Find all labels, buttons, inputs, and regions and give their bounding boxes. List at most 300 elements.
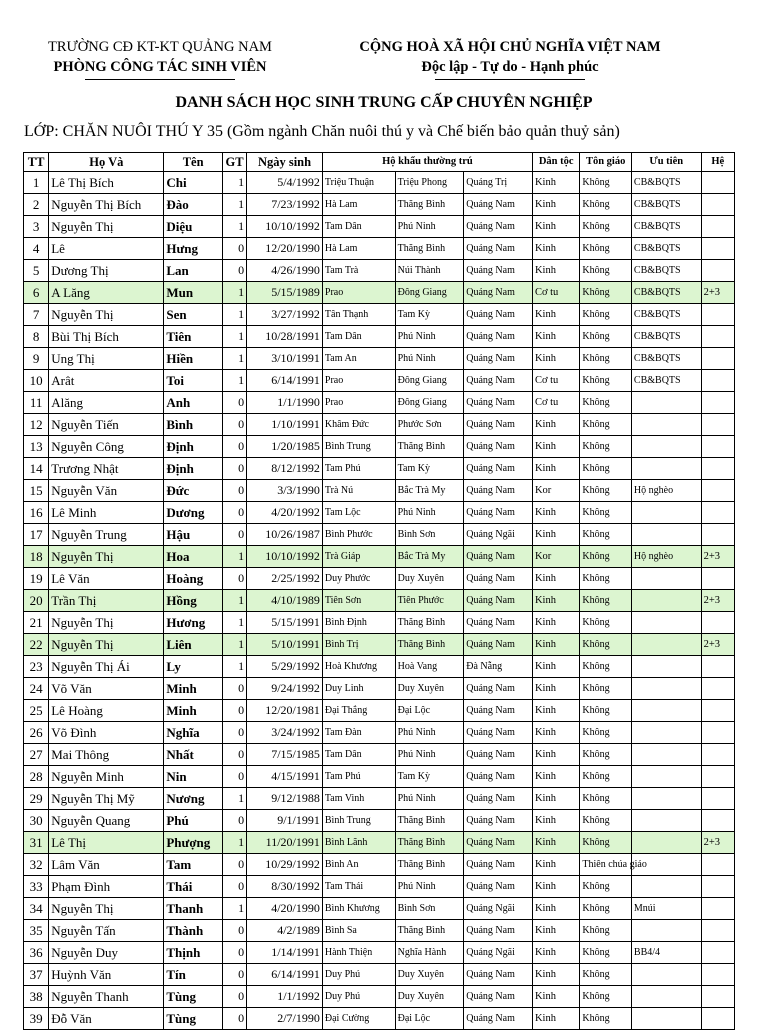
student-gender: 1 xyxy=(222,194,246,216)
student-program xyxy=(701,744,734,766)
student-program xyxy=(701,612,734,634)
hometown-district: Hoà Vang xyxy=(395,656,464,678)
student-gender: 0 xyxy=(222,854,246,876)
hometown-district: Bắc Trà My xyxy=(395,480,464,502)
student-given-name: Bình xyxy=(164,414,223,436)
student-given-name: Đào xyxy=(164,194,223,216)
student-given-name: Nghĩa xyxy=(164,722,223,744)
row-number: 4 xyxy=(24,238,49,260)
student-gender: 0 xyxy=(222,964,246,986)
student-surname: Nguyễn Duy xyxy=(49,942,164,964)
student-religion: Không xyxy=(580,920,632,942)
student-birthdate: 9/24/1992 xyxy=(247,678,323,700)
student-ethnicity: Kinh xyxy=(532,942,579,964)
student-gender: 1 xyxy=(222,546,246,568)
country-name: CỘNG HOÀ XÃ HỘI CHỦ NGHĨA VIỆT NAM xyxy=(359,39,661,55)
student-religion: Không xyxy=(580,326,632,348)
student-religion: Không xyxy=(580,810,632,832)
student-priority: CB&BQTS xyxy=(631,326,701,348)
student-program xyxy=(701,920,734,942)
student-program: 2+3 xyxy=(701,546,734,568)
student-birthdate: 12/20/1990 xyxy=(247,238,323,260)
student-religion: Không xyxy=(580,194,632,216)
student-surname: Võ Văn xyxy=(49,678,164,700)
hometown-commune: Bình Trung xyxy=(322,436,395,458)
student-ethnicity: Kinh xyxy=(532,656,579,678)
student-ethnicity: Cơ tu xyxy=(532,392,579,414)
student-ethnicity: Kinh xyxy=(532,304,579,326)
student-gender: 0 xyxy=(222,744,246,766)
student-program xyxy=(701,854,734,876)
student-program xyxy=(701,986,734,1008)
student-gender: 0 xyxy=(222,810,246,832)
col-header-ten: Tên xyxy=(164,153,223,172)
student-given-name: Hoàng xyxy=(164,568,223,590)
student-surname: Nguyễn Tấn xyxy=(49,920,164,942)
student-given-name: Nhất xyxy=(164,744,223,766)
hometown-district: Bình Sơn xyxy=(395,898,464,920)
student-given-name: Ly xyxy=(164,656,223,678)
hometown-district: Phú Ninh xyxy=(395,326,464,348)
student-given-name: Sen xyxy=(164,304,223,326)
student-birthdate: 1/14/1991 xyxy=(247,942,323,964)
row-number: 32 xyxy=(24,854,49,876)
student-given-name: Tùng xyxy=(164,986,223,1008)
student-given-name: Tam xyxy=(164,854,223,876)
student-given-name: Đức xyxy=(164,480,223,502)
motto: Độc lập - Tự do - Hạnh phúc xyxy=(421,59,599,75)
student-priority: CB&BQTS xyxy=(631,260,701,282)
student-program xyxy=(701,1008,734,1030)
hometown-district: Thăng Bình xyxy=(395,810,464,832)
student-priority xyxy=(631,1008,701,1030)
student-birthdate: 4/26/1990 xyxy=(247,260,323,282)
student-priority xyxy=(631,458,701,480)
student-program xyxy=(701,700,734,722)
student-gender: 0 xyxy=(222,678,246,700)
student-birthdate: 4/2/1989 xyxy=(247,920,323,942)
hometown-province: Quảng Nam xyxy=(464,744,533,766)
student-ethnicity: Kinh xyxy=(532,1008,579,1030)
hometown-province: Quảng Nam xyxy=(464,392,533,414)
student-given-name: Minh xyxy=(164,700,223,722)
hometown-district: Phú Ninh xyxy=(395,216,464,238)
table-row xyxy=(24,612,735,634)
row-number: 13 xyxy=(24,436,49,458)
student-program: 2+3 xyxy=(701,282,734,304)
table-row xyxy=(24,766,735,788)
table-row xyxy=(24,854,735,876)
student-priority xyxy=(631,590,701,612)
student-program xyxy=(701,502,734,524)
hometown-province: Quảng Nam xyxy=(464,832,533,854)
student-surname: Lê Thị Bích xyxy=(49,172,164,194)
student-birthdate: 10/29/1992 xyxy=(247,854,323,876)
student-surname: Nguyễn Thị xyxy=(49,634,164,656)
hometown-district: Thăng Bình xyxy=(395,194,464,216)
row-number: 8 xyxy=(24,326,49,348)
hometown-commune: Bình Trung xyxy=(322,810,395,832)
student-ethnicity: Kinh xyxy=(532,678,579,700)
table-row xyxy=(24,502,735,524)
student-given-name: Hoa xyxy=(164,546,223,568)
student-ethnicity: Kor xyxy=(532,546,579,568)
hometown-district: Đại Lộc xyxy=(395,700,464,722)
student-birthdate: 12/20/1981 xyxy=(247,700,323,722)
hometown-commune: Prao xyxy=(322,282,395,304)
table-row xyxy=(24,1008,735,1030)
student-religion: Không xyxy=(580,480,632,502)
hometown-district: Tiên Phước xyxy=(395,590,464,612)
student-surname: Nguyễn Thanh xyxy=(49,986,164,1008)
student-priority xyxy=(631,832,701,854)
student-given-name: Chi xyxy=(164,172,223,194)
student-religion: Không xyxy=(580,458,632,480)
col-header-gt: GT xyxy=(222,153,246,172)
student-gender: 1 xyxy=(222,172,246,194)
row-number: 21 xyxy=(24,612,49,634)
row-number: 24 xyxy=(24,678,49,700)
student-program xyxy=(701,370,734,392)
hometown-district: Tam Kỳ xyxy=(395,458,464,480)
student-program: 2+3 xyxy=(701,832,734,854)
hometown-province: Quảng Nam xyxy=(464,678,533,700)
student-surname: Lâm Văn xyxy=(49,854,164,876)
student-birthdate: 6/14/1991 xyxy=(247,370,323,392)
table-header-row xyxy=(24,153,735,172)
student-ethnicity: Kinh xyxy=(532,194,579,216)
hometown-district: Đại Lộc xyxy=(395,1008,464,1030)
document-title: DANH SÁCH HỌC SINH TRUNG CẤP CHUYÊN NGHIỆP xyxy=(175,94,593,111)
student-program xyxy=(701,480,734,502)
student-ethnicity: Kinh xyxy=(532,634,579,656)
hometown-commune: Duy Phú xyxy=(322,964,395,986)
hometown-commune: Prao xyxy=(322,370,395,392)
student-surname: Lê Minh xyxy=(49,502,164,524)
student-gender: 0 xyxy=(222,238,246,260)
student-given-name: Thanh xyxy=(164,898,223,920)
student-given-name: Hậu xyxy=(164,524,223,546)
student-religion: Không xyxy=(580,722,632,744)
student-priority xyxy=(631,810,701,832)
student-religion: Không xyxy=(580,546,632,568)
student-given-name: Tín xyxy=(164,964,223,986)
hometown-district: Đông Giang xyxy=(395,392,464,414)
student-program xyxy=(701,722,734,744)
hometown-district: Thăng Bình xyxy=(395,238,464,260)
table-row xyxy=(24,898,735,920)
student-given-name: Toi xyxy=(164,370,223,392)
table-row xyxy=(24,810,735,832)
student-birthdate: 1/10/1991 xyxy=(247,414,323,436)
student-gender: 0 xyxy=(222,458,246,480)
hometown-province: Quảng Nam xyxy=(464,194,533,216)
table-row xyxy=(24,546,735,568)
student-ethnicity: Kinh xyxy=(532,260,579,282)
row-number: 33 xyxy=(24,876,49,898)
student-given-name: Định xyxy=(164,458,223,480)
student-ethnicity: Kinh xyxy=(532,172,579,194)
student-ethnicity: Kinh xyxy=(532,414,579,436)
student-given-name: Hiền xyxy=(164,348,223,370)
student-birthdate: 3/10/1991 xyxy=(247,348,323,370)
student-gender: 1 xyxy=(222,832,246,854)
student-surname: Trần Thị xyxy=(49,590,164,612)
student-program xyxy=(701,766,734,788)
student-gender: 1 xyxy=(222,898,246,920)
student-birthdate: 11/20/1991 xyxy=(247,832,323,854)
student-surname: Nguyễn Trung xyxy=(49,524,164,546)
student-surname: Nguyễn Tiến xyxy=(49,414,164,436)
hometown-commune: Prao xyxy=(322,392,395,414)
student-surname: Nguyễn Thị xyxy=(49,898,164,920)
student-gender: 0 xyxy=(222,260,246,282)
hometown-commune: Tam Phú xyxy=(322,458,395,480)
student-program xyxy=(701,898,734,920)
student-program xyxy=(701,194,734,216)
hometown-province: Quảng Nam xyxy=(464,238,533,260)
student-religion: Không xyxy=(580,634,632,656)
hometown-province: Quảng Nam xyxy=(464,722,533,744)
student-program xyxy=(701,678,734,700)
student-given-name: Thịnh xyxy=(164,942,223,964)
student-surname: Trương Nhật xyxy=(49,458,164,480)
student-surname: A Lăng xyxy=(49,282,164,304)
student-religion: Không xyxy=(580,216,632,238)
student-priority xyxy=(631,744,701,766)
student-religion: Không xyxy=(580,744,632,766)
student-surname: Nguyễn Thị Bích xyxy=(49,194,164,216)
col-header-dan-toc: Dân tộc xyxy=(532,153,579,172)
student-priority: CB&BQTS xyxy=(631,282,701,304)
department-name: PHÒNG CÔNG TÁC SINH VIÊN xyxy=(53,59,267,75)
table-row xyxy=(24,876,735,898)
student-surname: Nguyễn Minh xyxy=(49,766,164,788)
student-surname: Mai Thông xyxy=(49,744,164,766)
row-number: 27 xyxy=(24,744,49,766)
hometown-commune: Đại Cường xyxy=(322,1008,395,1030)
table-row xyxy=(24,986,735,1008)
hometown-district: Bắc Trà My xyxy=(395,546,464,568)
student-gender: 0 xyxy=(222,392,246,414)
table-row xyxy=(24,964,735,986)
row-number: 19 xyxy=(24,568,49,590)
student-ethnicity: Kinh xyxy=(532,348,579,370)
student-given-name: Phượng xyxy=(164,832,223,854)
row-number: 28 xyxy=(24,766,49,788)
hometown-district: Phú Ninh xyxy=(395,744,464,766)
student-gender: 1 xyxy=(222,788,246,810)
student-given-name: Nương xyxy=(164,788,223,810)
hometown-commune: Tam Dân xyxy=(322,326,395,348)
student-ethnicity: Kinh xyxy=(532,854,579,876)
table-row xyxy=(24,634,735,656)
hometown-province: Quảng Nam xyxy=(464,766,533,788)
hometown-district: Tam Kỳ xyxy=(395,304,464,326)
hometown-province: Quảng Nam xyxy=(464,304,533,326)
hometown-province: Quảng Nam xyxy=(464,458,533,480)
student-given-name: Hồng xyxy=(164,590,223,612)
student-religion: Không xyxy=(580,238,632,260)
hometown-province: Quảng Nam xyxy=(464,964,533,986)
student-gender: 1 xyxy=(222,634,246,656)
hometown-district: Duy Xuyên xyxy=(395,986,464,1008)
student-gender: 0 xyxy=(222,942,246,964)
hometown-district: Núi Thành xyxy=(395,260,464,282)
student-religion: Không xyxy=(580,876,632,898)
student-program xyxy=(701,260,734,282)
table-row xyxy=(24,326,735,348)
hometown-district: Thăng Bình xyxy=(395,920,464,942)
row-number: 39 xyxy=(24,1008,49,1030)
student-birthdate: 9/1/1991 xyxy=(247,810,323,832)
student-birthdate: 5/15/1989 xyxy=(247,282,323,304)
student-ethnicity: Kinh xyxy=(532,920,579,942)
student-priority xyxy=(631,612,701,634)
table-row xyxy=(24,920,735,942)
table-row xyxy=(24,436,735,458)
hometown-province: Quảng Nam xyxy=(464,700,533,722)
hometown-commune: Hà Lam xyxy=(322,194,395,216)
table-row xyxy=(24,238,735,260)
student-gender: 0 xyxy=(222,1008,246,1030)
student-birthdate: 8/12/1992 xyxy=(247,458,323,480)
hometown-district: Thăng Bình xyxy=(395,436,464,458)
student-birthdate: 1/20/1985 xyxy=(247,436,323,458)
student-birthdate: 8/30/1992 xyxy=(247,876,323,898)
student-birthdate: 4/20/1992 xyxy=(247,502,323,524)
student-gender: 0 xyxy=(222,502,246,524)
student-birthdate: 10/10/1992 xyxy=(247,546,323,568)
student-given-name: Thành xyxy=(164,920,223,942)
hometown-province: Quảng Nam xyxy=(464,810,533,832)
hometown-province: Quảng Ngãi xyxy=(464,942,533,964)
hometown-commune: Bình Định xyxy=(322,612,395,634)
hometown-commune: Tam Dân xyxy=(322,216,395,238)
student-religion: Không xyxy=(580,370,632,392)
hometown-commune: Bình Phước xyxy=(322,524,395,546)
student-surname: Nguyễn Thị xyxy=(49,612,164,634)
student-religion: Không xyxy=(580,1008,632,1030)
student-priority xyxy=(631,524,701,546)
student-priority xyxy=(631,920,701,942)
hometown-commune: Tam Vinh xyxy=(322,788,395,810)
student-given-name: Liên xyxy=(164,634,223,656)
table-row xyxy=(24,524,735,546)
student-priority xyxy=(631,964,701,986)
student-religion: Không xyxy=(580,304,632,326)
student-ethnicity: Kinh xyxy=(532,898,579,920)
student-religion: Không xyxy=(580,392,632,414)
student-program xyxy=(701,568,734,590)
student-priority xyxy=(631,678,701,700)
hometown-district: Phú Ninh xyxy=(395,502,464,524)
row-number: 36 xyxy=(24,942,49,964)
table-row xyxy=(24,260,735,282)
student-given-name: Minh xyxy=(164,678,223,700)
hometown-commune: Tam Thái xyxy=(322,876,395,898)
student-given-name: Hương xyxy=(164,612,223,634)
hometown-commune: Tam Lộc xyxy=(322,502,395,524)
student-ethnicity: Cơ tu xyxy=(532,370,579,392)
student-gender: 1 xyxy=(222,282,246,304)
row-number: 35 xyxy=(24,920,49,942)
hometown-commune: Hành Thiện xyxy=(322,942,395,964)
row-number: 37 xyxy=(24,964,49,986)
row-number: 34 xyxy=(24,898,49,920)
hometown-district: Phú Ninh xyxy=(395,788,464,810)
col-header-tt: TT xyxy=(24,153,49,172)
student-birthdate: 3/27/1992 xyxy=(247,304,323,326)
student-birthdate: 10/26/1987 xyxy=(247,524,323,546)
student-given-name: Tiên xyxy=(164,326,223,348)
hometown-district: Tam Kỳ xyxy=(395,766,464,788)
hometown-commune: Tam Đàn xyxy=(322,722,395,744)
student-ethnicity: Kinh xyxy=(532,326,579,348)
hometown-province: Quảng Nam xyxy=(464,326,533,348)
row-number: 22 xyxy=(24,634,49,656)
hometown-province: Quảng Nam xyxy=(464,568,533,590)
student-gender: 1 xyxy=(222,348,246,370)
hometown-district: Đông Giang xyxy=(395,282,464,304)
row-number: 2 xyxy=(24,194,49,216)
student-ethnicity: Kinh xyxy=(532,568,579,590)
table-row xyxy=(24,590,735,612)
row-number: 18 xyxy=(24,546,49,568)
student-religion: Không xyxy=(580,524,632,546)
hometown-district: Thăng Bình xyxy=(395,854,464,876)
header-left xyxy=(30,37,290,80)
student-given-name: Lan xyxy=(164,260,223,282)
row-number: 7 xyxy=(24,304,49,326)
student-priority xyxy=(631,656,701,678)
table-row xyxy=(24,304,735,326)
student-religion: Không xyxy=(580,942,632,964)
hometown-province: Quảng Nam xyxy=(464,282,533,304)
row-number: 31 xyxy=(24,832,49,854)
student-birthdate: 5/10/1991 xyxy=(247,634,323,656)
student-birthdate: 7/15/1985 xyxy=(247,744,323,766)
student-program xyxy=(701,942,734,964)
student-gender: 0 xyxy=(222,480,246,502)
hometown-commune: Bình Sa xyxy=(322,920,395,942)
student-priority: BB4/4 xyxy=(631,942,701,964)
header-right-rule xyxy=(435,79,585,80)
table-row xyxy=(24,282,735,304)
student-surname: Dương Thị xyxy=(49,260,164,282)
col-header-uu-tien: Ưu tiên xyxy=(631,153,701,172)
student-gender: 0 xyxy=(222,876,246,898)
table-row xyxy=(24,370,735,392)
student-gender: 1 xyxy=(222,656,246,678)
hometown-commune: Triệu Thuận xyxy=(322,172,395,194)
student-table xyxy=(23,152,735,1030)
student-gender: 1 xyxy=(222,590,246,612)
student-ethnicity: Kinh xyxy=(532,700,579,722)
student-priority xyxy=(631,634,701,656)
class-subtitle: LỚP: CHĂN NUÔI THÚ Y 35 (Gồm ngành Chăn nuôi thú y và Chế biến bảo quản thuỷ sản) xyxy=(24,123,620,140)
student-priority xyxy=(631,568,701,590)
student-priority: Hộ nghèo xyxy=(631,480,701,502)
hometown-district: Phước Sơn xyxy=(395,414,464,436)
hometown-commune: Duy Phú xyxy=(322,986,395,1008)
row-number: 9 xyxy=(24,348,49,370)
table-row xyxy=(24,700,735,722)
row-number: 17 xyxy=(24,524,49,546)
table-row xyxy=(24,744,735,766)
student-religion: Không xyxy=(580,260,632,282)
student-given-name: Mun xyxy=(164,282,223,304)
